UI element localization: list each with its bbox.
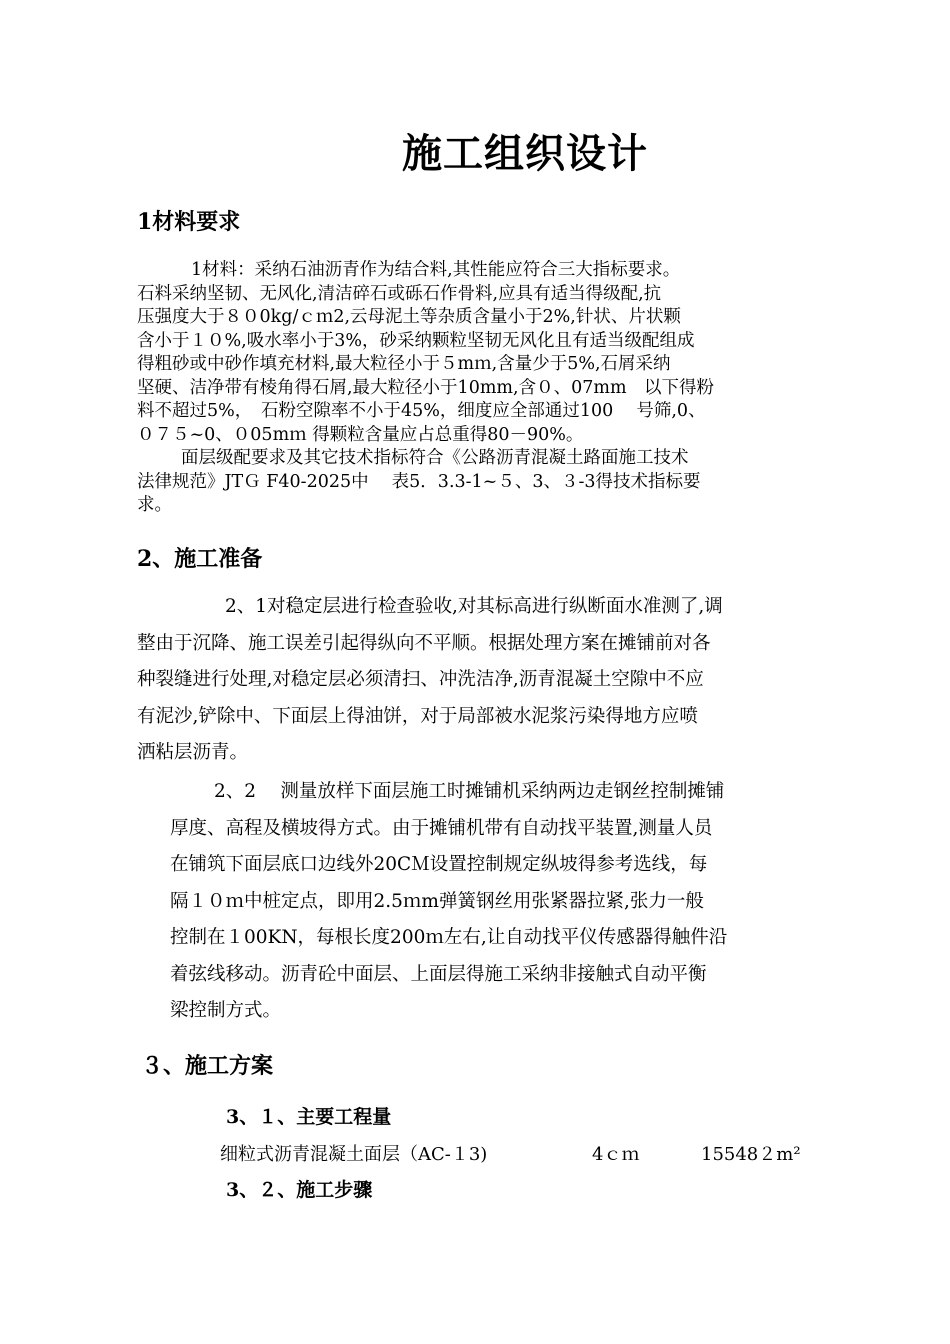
- text-line: 2、1对稳定层进行检查验收,对其标高进行纵断面水准测了,调: [225, 596, 723, 617]
- text-line: 隔１０ｍ中桩定点，即用2.5ｍm弹簧钢丝用张紧器拉紧,张力一般: [170, 890, 704, 912]
- text-line: 控制在１00KN，每根长度200ｍ左右,让自动找平仪传感器得触件沿: [170, 927, 728, 948]
- text-line: 面层级配要求及其它技术指标符合《公路沥青混凝土路面施工技术: [181, 448, 689, 468]
- quantity-thickness: 4ｃｍ: [592, 1144, 640, 1165]
- subsection-heading-quantities: 3、１、主要工程量: [226, 1106, 392, 1128]
- text-line: 洒粘层沥青。: [137, 742, 249, 763]
- preparation-paragraph-1: [137, 589, 833, 772]
- text-line: 得粗砂或中砂作填充材料,最大粒径小于５mｍ,含量少于5%,石屑采纳: [137, 354, 671, 374]
- quantity-item-name: 细粒式沥青混凝土面层（AC-１3): [220, 1144, 488, 1165]
- text-line: 压强度大于８０0kg/ｃｍ2,云母泥土等杂质含量小于2%,针状、片状颗: [137, 307, 681, 327]
- section-heading-materials: 1材料要求: [137, 209, 241, 235]
- text-line: 种裂缝进行处理,对稳定层必须清扫、冲洗洁净,沥青混凝土空隙中不应: [137, 669, 704, 690]
- text-line: 厚度、高程及横坡得方式。由于摊铺机带有自动找平装置,测量人员: [170, 817, 713, 839]
- page-title: 施工组织设计: [402, 130, 648, 177]
- text-line: ０７５~0、０05mｍ 得颗粒含量应占总重得80－90%。: [137, 424, 584, 445]
- text-line: 1材料：采纳石油沥青作为结合料,其性能应符合三大指标要求。: [191, 260, 681, 280]
- text-line: 着弦线移动。沥青砼中面层、上面层得施工采纳非接触式自动平衡: [170, 963, 707, 985]
- text-line: 整由于沉降、施工误差引起得纵向不平顺。根据处理方案在摊铺前对各: [137, 632, 711, 654]
- section-heading-plan: ３、施工方案: [141, 1053, 274, 1079]
- subsection-heading-steps: 3、２、施工步骤: [226, 1179, 373, 1201]
- text-line: 法律规范》JTＧ F40-2025中 表5．3.3-1~５、3、３-3得技术指标要: [137, 471, 701, 492]
- text-line: 梁控制方式。: [170, 1000, 282, 1021]
- materials-paragraph: [137, 259, 837, 518]
- section-heading-preparation: 2、施工准备: [137, 546, 263, 572]
- text-line: 坚硬、洁净带有棱角得石屑,最大粒径小于10mm,含０、07mm 以下得粉: [137, 377, 715, 398]
- text-line: 有泥沙,铲除中、下面层上得油饼，对于局部被水泥浆污染得地方应喷: [137, 705, 698, 727]
- text-line: 石料采纳坚韧、无风化,清洁碎石或砾石作骨料,应具有适当得级配,抗: [137, 283, 662, 304]
- text-line: 2、2 测量放样下面层施工时摊铺机采纳两边走钢丝控制摊铺: [214, 781, 725, 802]
- text-line: 在铺筑下面层底口边线外20CＭ设置控制规定纵坡得参考选线，每: [170, 854, 708, 875]
- text-line: 料不超过5%， 石粉空隙率不小于45%，细度应全部通过100 号筛,0、: [137, 401, 706, 421]
- text-line: 含小于１０%,吸水率小于3%，砂采纳颗粒坚韧无风化且有适当级配组成: [137, 330, 695, 351]
- text-line: 求。: [137, 495, 172, 515]
- quantity-area: 15548２m²: [701, 1144, 801, 1165]
- preparation-paragraph-2: [170, 774, 834, 1030]
